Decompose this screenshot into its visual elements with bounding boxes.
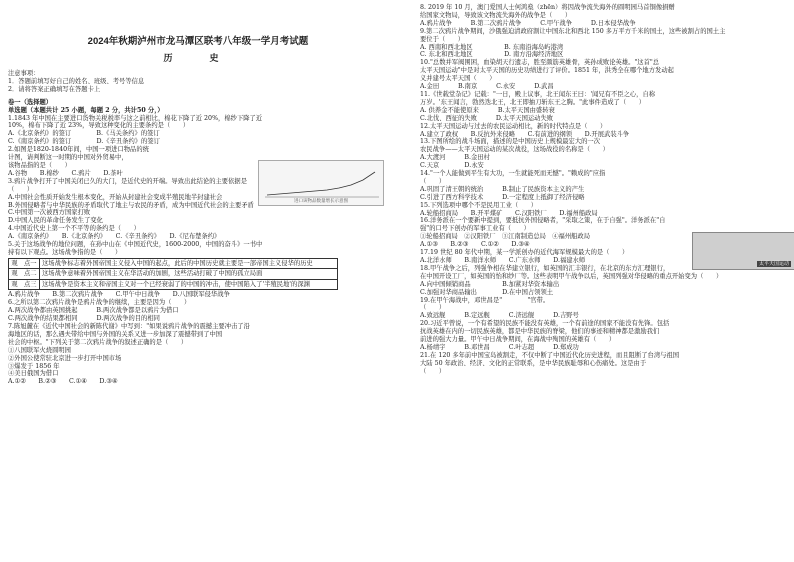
text-line: A.致远舰 B.定远舰 C.济远舰 D.吉野号 [420, 312, 579, 320]
text-line: C.天京 D.永安 [420, 162, 484, 170]
text-line: 5.关于这场战争的地位问题，在孙中山在《中国近代史，1600-2000，中国的奋斗》一书中 [8, 241, 263, 249]
text-line: A.北洋水师 B.南洋水师 C.广东水师 D.福建水师 [420, 257, 586, 264]
table-row [9, 279, 338, 290]
view-text: 这场战争标志着外国帝国主义侵入中国的起点，此后的中国历史就主要是一部帝国主义侵华的历史 [40, 258, 338, 269]
text-line: A.谷物 B.棉纱 C.鸦片 D.茶叶 [8, 169, 123, 177]
text-line: 持有以下观点。这场战争指的是（ ） [8, 248, 122, 256]
right-column [420, 0, 794, 562]
text-line: ③爆发于 1856 年 [8, 362, 60, 370]
text-line: 9.第二次鸦片战争期间，沙俄强迫清政府割让中国东北和西北 150 多万平方千米的国土，这些被割占的国土主 [420, 27, 726, 35]
text-line: ①轮船招商局 ②汉阳铁厂 ③江南制造总局 ④福州船政局 [420, 233, 591, 241]
text-line: ①八国联军火烧圆明园 [8, 346, 71, 354]
text-line: （ ） [8, 185, 34, 193]
text-line: A.建立了政权 B.反抗外来侵略 C.有前进的纲领 D.开展武装斗争 [420, 130, 630, 138]
text-line: 海地区的话，那么遇夫带给中国与外国的关系又进一步加深了震撼带到了中国 [8, 330, 223, 338]
text-line: （ ） [420, 177, 446, 185]
text-line: C.北伐、西征的失败 D.太平天国运动失败 [420, 114, 554, 122]
text-line: 前进的强大力量。甲午中日战争期间，在海战中殉国的英雄有（ ） [420, 336, 616, 344]
text-line: 14."一个人能做到平生有大功，一生就能死而无憾"。"赖成的"应指 [420, 170, 606, 178]
text-line: C. 东北和西北地区 D. 南方沿海经济地区 [420, 51, 564, 59]
text-line: 义并建号太平天国（ ） [420, 75, 496, 83]
text-line: 3.鸦片战争打开了中国关闭已久的大门，是近代史的开端。导致出此结论的主要依据是 [8, 177, 247, 185]
text-line: 2.如图是1820-1840年间，中国一项进口物品的统 [8, 146, 149, 154]
text-line: 在中国开设工厂，如英国的怡和纱厂等。这些表明甲午战争以后，英国列强对华侵略的重点开始变为（ ） [420, 272, 723, 280]
text-line: B.外国侵略者与中华民族的矛盾取代了地主与农民的矛盾，成为中国近代社会的主要矛盾 [8, 201, 254, 209]
text-line: A. 供养金不能使原来 B.太平天国由盛转衰 [420, 106, 555, 114]
text-line: 21.在 120 多年前中国宝岛被割走，不仅中断了中国近代化历史进程，而且阻断了台湾与祖国 [420, 351, 680, 359]
text-line: D.中国人民的革命任务发生了变化 [8, 217, 103, 225]
text-line: 卷一（选择题） [8, 98, 53, 106]
text-line: C.《南京条约》的签订 D.《辛丑条约》的签订 [8, 138, 160, 146]
text-line: 万岁。'东王闻言，勃然迭北王，北王即抽刀斩东王之胸。"此事件造成了（ ） [420, 98, 646, 106]
text-line: 1.1843 年中国在主要进口货物关税税率与这之前相比，棉花下降了近 20%，棉纱下降了近 [8, 114, 263, 122]
view-label: 观 点一 [9, 258, 40, 269]
text-line: 17.19 世纪 80 年代中期，某一学派创办的近代海军规模最大的是（ ） [420, 249, 629, 257]
text-line: 11.《世载堂杂记》记载："一日，殿上议事，北王闻东王曰：'闻兄有不臣之心，自称 [420, 90, 656, 98]
text-line: A.两次战争都由英国挑起 B.两次战争都是以鸦片为借口 [8, 307, 179, 315]
text-line: 4.中国近代史上第一个不平等的条约是（ ） [8, 225, 140, 233]
text-line: 大陆 50 年政治、经济、文化的正常联系，是中华民族耻辱和心伤痛处。这是由于 [420, 359, 647, 367]
text-line: 20.习近平曾说，一个有希望的民族不能没有英雄，一个有前途的国家不能没有先锋。包括 [420, 320, 670, 328]
text-line: 10."总数并军阀围困，血染胡天行遗志，胜至颜筋英雄骨，英孙成败论英雄。"这首"总 [420, 59, 660, 67]
text-line: 该物品指的是（ ） [8, 161, 71, 169]
text-line: A.轮船招商局 B.开平煤矿 C.汉阳铁厂 D.福州船政局 [420, 209, 598, 217]
text-line: 社会的中枢。"下列关于第二次鸦片战争的叙述正确的是（ ） [8, 338, 188, 346]
text-line: 8. 2019 年 10 月，澳门爱国人士何鸿燊（zhēn）将因战争流失海外的圆明园马首铜像捐赠 [420, 4, 675, 11]
chart-caption: 进口该物品数量增长示意图 [294, 199, 348, 204]
text-line: 单选题（本题共计 25 小题，每题 2 分，共计50 分，） [8, 106, 164, 114]
text-line: A. 西南和西北地区 B. 东南沿海岛屿港湾 [420, 43, 564, 51]
text-line: A.①② B.②③ C.①④ D.③④ [8, 378, 118, 386]
text-line: 15.下列选项中哪个不是民用工业（ ） [420, 201, 538, 209]
text-line: 7.陈旭麓在《近代中国社会的新陈代谢》中写到："如果说鸦片战争的震撼主要冲击了沿 [8, 322, 250, 330]
text-line: （ ） [420, 367, 446, 375]
exam-title: 2024年秋期泸州市龙马潭区联考八年级一学月考试题 [87, 36, 309, 47]
battle-photo [692, 232, 794, 270]
text-line: 18.甲午战争之后，列强争相在华建立银行，如英国的汇丰银行，在北京的东方汇理银行， [420, 264, 670, 272]
text-line: 19.在甲午海战中，邓世昌是" "官带。 [420, 296, 550, 304]
text-line: ②外国公使常驻北京进一步打开中国市场 [8, 354, 122, 362]
text-line: A.《南京条约》 B.《北京条约》 C.《辛丑条约》 D.《尼布楚条约》 [8, 233, 221, 241]
right-question-lines [420, 0, 794, 376]
text-line: 计图，请判断这一时期的中国对外贸易中， [8, 154, 128, 162]
import-chart-figure [258, 160, 384, 206]
text-line: C.引进了西方科学技术 D.一定程度上抵御了经济侵略 [420, 193, 585, 201]
text-line: 12.太平天国运动与过去的农民运动相比，新的时代特点是（ ） [420, 122, 607, 130]
view-label: 观 点三 [9, 279, 40, 290]
text-line: 2．请将答案正确填写在答题卡上 [8, 85, 101, 93]
views-table [8, 258, 338, 291]
text-line: A.向中国倾销商品 B.加紧对华资本输出 [420, 280, 560, 288]
text-line: C.中国第一次被西方国家打败 [8, 209, 91, 217]
view-text: 这场战争是资本主义和帝国主义对一个已经衰弱了的中国的冲击，使中国陷入了'半殖民地'的深渊 [40, 279, 338, 290]
view-label: 观 点二 [9, 269, 40, 280]
text-line: A.《北京条约》的签订 B.《马关条约》的签订 [8, 130, 160, 138]
text-line: A.鸦片战争 B.第二次鸦片战争 C.甲午战争 D.日本侵华战争 [420, 19, 636, 27]
text-line: 太平天国运动"中是对太平天国的历史功绩进行了评价。1851 年，洪秀全在哪个地方发动起 [420, 67, 674, 75]
left-column [8, 0, 388, 562]
subject-title: 历 史 [163, 53, 233, 63]
text-line: A.①③ B.②③ C.①② D.③④ [420, 241, 530, 249]
text-line: A.杨靖宇 B.邓世昌 C.叶志超 D.郑成功 [420, 343, 579, 351]
text-line: A.中国社会性质开始发生根本变化，开始从封建社会变成半殖民地半封建社会 [8, 193, 223, 201]
text-line: 要位于（ ） [420, 35, 465, 43]
table-row [9, 258, 338, 269]
text-line: 抗战英雄在内的一切民族英雄，都是中华民族的脊梁，他们的事迹和精神都是激励我们 [420, 328, 660, 336]
left-question-lines [8, 70, 388, 386]
text-line: 6.之所以第二次鸦片战争是鸦片战争的继续，主要是因为（ ） [8, 299, 191, 307]
text-line: 16.洋务派在一个要新中提到，要抵抗外国侵略者，"采取之策，在于自强"。洋务派在"自 [420, 217, 666, 225]
text-line: A.鸦片战争 B.第二次鸦片战争 C.甲午中日战争 D.八国联军侵华战争 [8, 291, 230, 299]
table-row [9, 269, 338, 280]
text-line: A.金田 B.南京 C.永安 D.武昌 [420, 83, 554, 91]
text-line: 10%，棉布下降了近 23%，导致这种变化的主要条约是（ ） [8, 122, 190, 130]
photo-caption: 太平天国运动 [758, 261, 789, 267]
text-line: （ ） [420, 304, 446, 312]
text-line: C.加强对华商品输出 D.在中国占领领土 [420, 288, 554, 296]
text-line: 13.下图所绘的战斗场面，描述的是中国历史上规模最宏大的一次 [420, 138, 601, 146]
text-line: 给国家文物局，导致该文物流失海外的战争是（ ） [420, 11, 572, 19]
text-line: ④美日俄国为借口 [8, 370, 59, 378]
text-line: 注意事项： [8, 70, 40, 77]
text-line: 强"的口号下创办的军事工业有（ ） [420, 225, 530, 233]
view-text: 这场战争意味着外国帝国主义在华活动的加剧，这些活动打破了中国的孤立局面 [40, 269, 338, 280]
text-line: A.大渡河 B.金田村 [420, 154, 490, 162]
text-line: A.巩固了清王朝的统治 B.制止了民族资本主义的产生 [420, 185, 585, 193]
text-line: 1．答题前填写好自己的姓名、班级、考号等信息 [8, 77, 145, 85]
text-line: C.两次战争的结果都相同 D.两次战争的目的相同 [8, 315, 160, 323]
text-line: 农民战争——太平天国运动的某次战役，这场战役的名称是（ ） [420, 146, 609, 154]
